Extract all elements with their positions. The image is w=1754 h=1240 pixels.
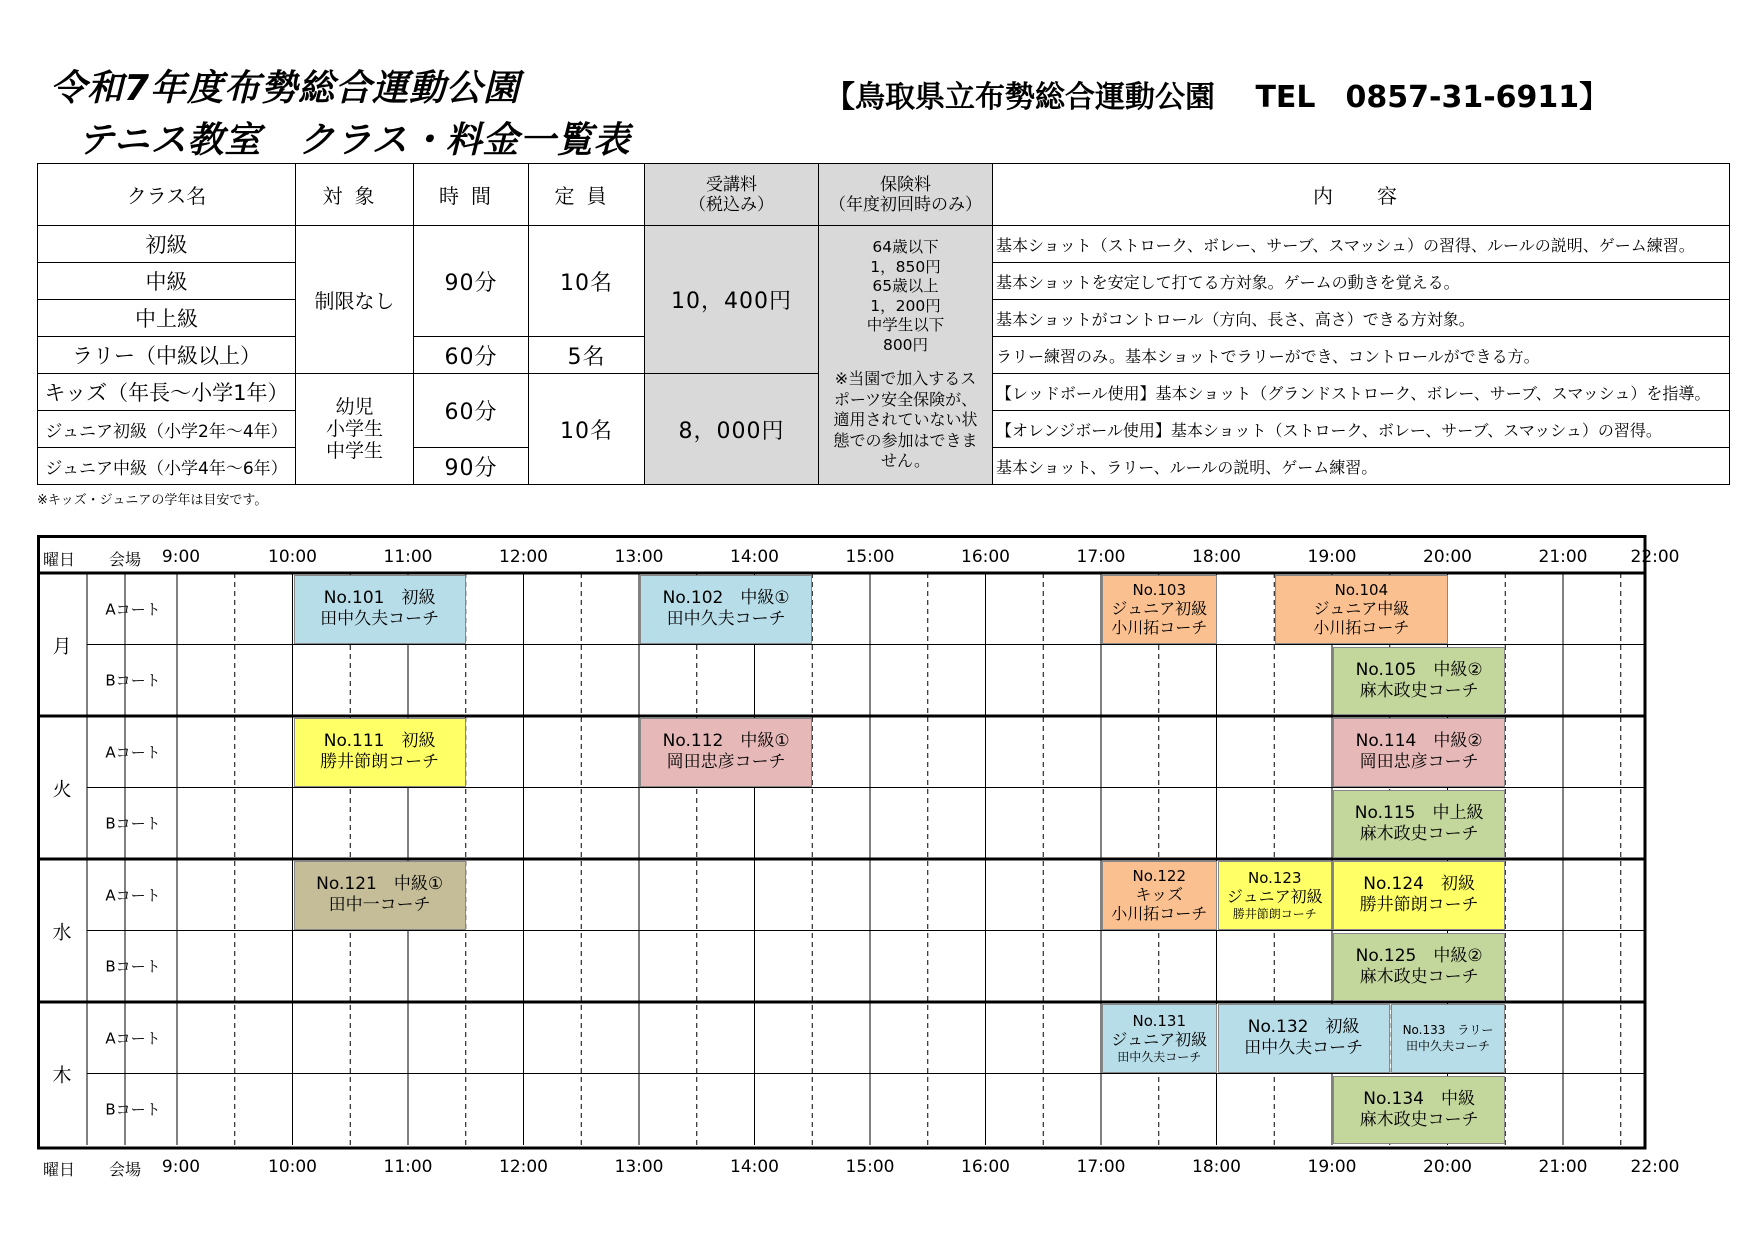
class-content: 基本ショットがコントロール（方向、長さ、高さ）できる方対象。 bbox=[993, 300, 1730, 337]
class-block bbox=[1102, 861, 1217, 930]
class-block bbox=[294, 718, 466, 787]
header-fee: 受講料 （税込み） bbox=[645, 164, 819, 226]
class-number: No.112 中級① bbox=[662, 731, 790, 752]
class-block bbox=[1333, 718, 1505, 787]
class-fee-table bbox=[37, 163, 1730, 485]
coach-name: 麻木政史コーチ bbox=[1359, 966, 1479, 987]
class-block bbox=[1218, 861, 1333, 930]
court-a-label: Aコート bbox=[105, 600, 161, 619]
time-label: 10:00 bbox=[268, 547, 317, 567]
time-label: 14:00 bbox=[730, 1157, 779, 1177]
header-time: 時間 bbox=[414, 164, 529, 226]
time-label: 16:00 bbox=[961, 547, 1010, 567]
class-number: No.122 bbox=[1132, 867, 1187, 886]
time-label: 20:00 bbox=[1423, 1157, 1472, 1177]
class-content: 基本ショット（ストローク、ボレー、サーブ、スマッシュ）の習得、ルールの説明、ゲーム練習。 bbox=[993, 226, 1730, 263]
class-number: No.124 初級 bbox=[1363, 874, 1475, 895]
time-label: 17:00 bbox=[1076, 547, 1126, 567]
coach-name: 小川拓コーチ bbox=[1111, 618, 1208, 638]
class-name: 中上級 bbox=[38, 300, 296, 337]
timetable-header-top-venue: 会場 bbox=[109, 550, 142, 569]
coach-name: 田中久夫コーチ bbox=[1405, 1039, 1490, 1054]
time-label: 14:00 bbox=[730, 547, 779, 567]
class-block bbox=[1102, 575, 1217, 644]
time-label: 18:00 bbox=[1192, 1157, 1241, 1177]
class-block bbox=[1333, 647, 1505, 716]
coach-name: 田中久夫コーチ bbox=[320, 609, 440, 630]
time-label: 22:00 bbox=[1630, 1157, 1680, 1177]
coach-name: 麻木政史コーチ bbox=[1359, 680, 1479, 701]
target-adult: 制限なし bbox=[296, 226, 414, 374]
coach-name: 小川拓コーチ bbox=[1111, 904, 1208, 924]
time-label: 10:00 bbox=[268, 1157, 317, 1177]
court-a-label: Aコート bbox=[105, 1029, 161, 1048]
time-label: 17:00 bbox=[1076, 1157, 1126, 1177]
court-b-label: Bコート bbox=[105, 671, 161, 690]
time-label: 16:00 bbox=[961, 1157, 1010, 1177]
time-label: 13:00 bbox=[614, 1157, 664, 1177]
class-block bbox=[294, 575, 466, 644]
class-content: 基本ショットを安定して打てる方対象。ゲームの動きを覚える。 bbox=[993, 263, 1730, 300]
capacity-junior: 10名 bbox=[529, 374, 645, 485]
header-class-name: クラス名 bbox=[38, 164, 296, 226]
class-block bbox=[1333, 933, 1505, 1002]
class-number: No.114 中級② bbox=[1355, 731, 1483, 752]
class-level: キッズ bbox=[1135, 885, 1184, 905]
court-a-label: Aコート bbox=[105, 743, 161, 762]
time-label: 9:00 bbox=[161, 547, 201, 567]
class-number: No.121 中級① bbox=[316, 874, 444, 895]
class-level: ジュニア中級 bbox=[1313, 599, 1410, 619]
header-target: 対象 bbox=[296, 164, 414, 226]
class-block bbox=[640, 575, 812, 644]
court-b-label: Bコート bbox=[105, 1100, 161, 1119]
coach-name: 勝井節朗コーチ bbox=[320, 752, 440, 773]
class-block bbox=[1333, 861, 1505, 930]
time-label: 12:00 bbox=[499, 1157, 548, 1177]
time-label: 19:00 bbox=[1307, 547, 1357, 567]
class-name: ジュニア初級（小学2年～4年） bbox=[38, 411, 296, 448]
class-block bbox=[1391, 1004, 1506, 1073]
class-content: ラリー練習のみ。基本ショットでラリーができ、コントロールができる方。 bbox=[993, 337, 1730, 374]
time-label: 11:00 bbox=[383, 547, 433, 567]
timetable-header-top-day: 曜日 bbox=[43, 550, 76, 569]
class-block bbox=[640, 718, 812, 787]
coach-name: 小川拓コーチ bbox=[1313, 618, 1410, 638]
time-label: 9:00 bbox=[161, 1157, 201, 1177]
header-content: 内 容 bbox=[993, 164, 1730, 226]
class-block bbox=[1275, 575, 1447, 644]
title-line1: 令和7年度布勢総合運動公園 bbox=[50, 68, 521, 109]
class-number: No.115 中上級 bbox=[1354, 802, 1484, 823]
class-number: No.133 ラリー bbox=[1402, 1023, 1494, 1038]
class-name: 中級 bbox=[38, 263, 296, 300]
time-kids: 60分 bbox=[414, 374, 529, 448]
court-b-label: Bコート bbox=[105, 814, 161, 833]
day-label: 火 bbox=[52, 778, 72, 800]
coach-name: 麻木政史コーチ bbox=[1359, 823, 1479, 844]
court-a-label: Aコート bbox=[105, 886, 161, 905]
contact-info: 【鳥取県立布勢総合運動公園 TEL 0857-31-6911】 bbox=[825, 80, 1610, 115]
coach-name: 岡田忠彦コーチ bbox=[1359, 752, 1479, 773]
day-label: 月 bbox=[52, 635, 72, 657]
time-junior: 90分 bbox=[414, 448, 529, 485]
time-label: 22:00 bbox=[1630, 547, 1680, 567]
class-level: ジュニア初級 bbox=[1226, 886, 1323, 906]
class-content: 【レッドボール使用】基本ショット（グランドストローク、ボレー、サーブ、スマッシュ）を指導。 bbox=[993, 374, 1730, 411]
time-label: 13:00 bbox=[614, 547, 664, 567]
class-number: No.103 bbox=[1132, 581, 1187, 600]
header-insurance: 保険料 （年度初回時のみ） bbox=[819, 164, 993, 226]
coach-name: 田中一コーチ bbox=[328, 895, 431, 916]
class-number: No.131 bbox=[1132, 1011, 1187, 1030]
time-label: 12:00 bbox=[499, 547, 548, 567]
coach-name: 麻木政史コーチ bbox=[1359, 1109, 1479, 1130]
weekly-timetable bbox=[37, 535, 1680, 1179]
class-number: No.123 bbox=[1247, 868, 1302, 887]
class-number: No.125 中級② bbox=[1355, 945, 1483, 966]
time-adult: 90分 bbox=[414, 226, 529, 337]
time-label: 15:00 bbox=[845, 1157, 895, 1177]
capacity-adult: 10名 bbox=[529, 226, 645, 337]
fee-adult: 10，400円 bbox=[645, 226, 819, 374]
capacity-rally: 5名 bbox=[529, 337, 645, 374]
coach-name: 岡田忠彦コーチ bbox=[666, 752, 786, 773]
time-label: 20:00 bbox=[1423, 547, 1472, 567]
class-name: ラリー（中級以上） bbox=[38, 337, 296, 374]
insurance-fee: 64歳以下 1，850円 65歳以上 1，200円 中学生以下 800円 ※当園で加入するス ポーツ安全保険が、 適用されていない状 態での参加はできま せん。 bbox=[819, 226, 993, 485]
class-level: ジュニア初級 bbox=[1111, 1029, 1208, 1049]
target-junior: 幼児 小学生 中学生 bbox=[296, 374, 414, 485]
class-block bbox=[1333, 1076, 1505, 1145]
class-name: キッズ（年長～小学1年） bbox=[38, 374, 296, 411]
class-number: No.105 中級② bbox=[1355, 659, 1483, 680]
class-number: No.134 中級 bbox=[1363, 1088, 1475, 1109]
time-label: 19:00 bbox=[1307, 1157, 1357, 1177]
timetable-header-bottom-venue: 会場 bbox=[109, 1160, 142, 1179]
time-label: 21:00 bbox=[1538, 1157, 1588, 1177]
coach-name: 田中久夫コーチ bbox=[666, 609, 786, 630]
time-label: 15:00 bbox=[845, 547, 895, 567]
class-number: No.132 初級 bbox=[1247, 1017, 1360, 1038]
timetable-header-bottom-day: 曜日 bbox=[43, 1160, 76, 1179]
class-number: No.102 中級① bbox=[662, 588, 790, 609]
coach-name: 田中久夫コーチ bbox=[1244, 1038, 1364, 1059]
class-block bbox=[1218, 1004, 1390, 1073]
court-b-label: Bコート bbox=[105, 957, 161, 976]
class-number: No.104 bbox=[1334, 581, 1389, 600]
day-label: 水 bbox=[52, 921, 72, 943]
class-name: 初級 bbox=[38, 226, 296, 263]
time-rally: 60分 bbox=[414, 337, 529, 374]
grade-note: ※キッズ・ジュニアの学年は目安です。 bbox=[37, 493, 268, 508]
coach-name: 田中久夫コーチ bbox=[1117, 1049, 1202, 1064]
class-block bbox=[1102, 1004, 1217, 1073]
time-label: 11:00 bbox=[383, 1157, 433, 1177]
time-label: 21:00 bbox=[1538, 547, 1588, 567]
class-block bbox=[1333, 790, 1505, 859]
header-capacity: 定員 bbox=[529, 164, 645, 226]
class-number: No.101 初級 bbox=[323, 588, 436, 609]
fee-junior: 8，000円 bbox=[645, 374, 819, 485]
class-content: 基本ショット、ラリー、ルールの説明、ゲーム練習。 bbox=[993, 448, 1730, 485]
coach-name: 勝井節朗コーチ bbox=[1359, 895, 1479, 916]
class-name: ジュニア中級（小学4年～6年） bbox=[38, 448, 296, 485]
day-label: 木 bbox=[52, 1064, 72, 1086]
class-block bbox=[294, 861, 466, 930]
coach-name: 勝井節朗コーチ bbox=[1232, 906, 1317, 921]
time-label: 18:00 bbox=[1192, 547, 1241, 567]
class-number: No.111 初級 bbox=[323, 731, 436, 752]
title-line2: テニス教室 クラス・料金一覧表 bbox=[78, 120, 631, 161]
class-level: ジュニア初級 bbox=[1111, 599, 1208, 619]
class-content: 【オレンジボール使用】基本ショット（ストローク、ボレー、サーブ、スマッシュ）の習得。 bbox=[993, 411, 1730, 448]
